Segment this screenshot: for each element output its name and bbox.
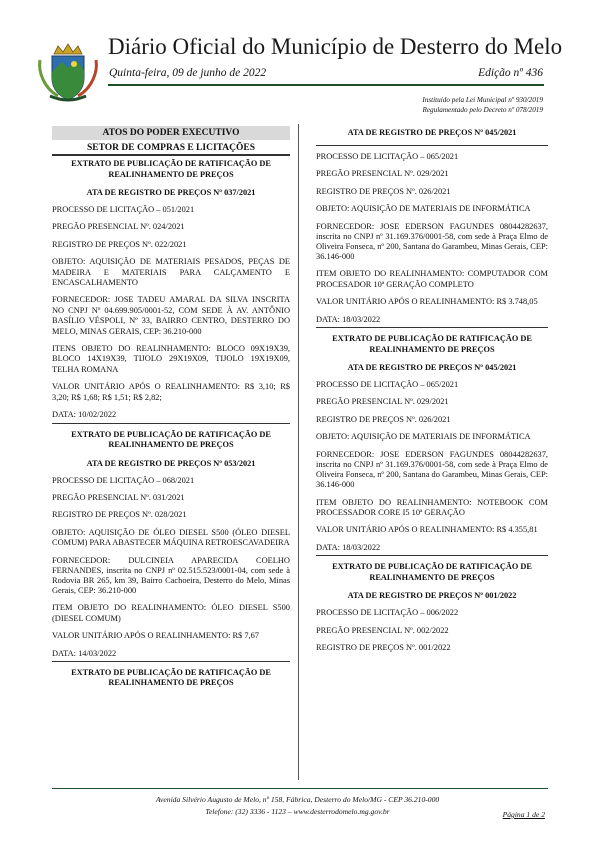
registro: REGISTRO DE PREÇOS Nº. 026/2021 <box>316 186 451 196</box>
left-column <box>52 126 290 697</box>
section-divider <box>52 423 290 424</box>
item: ITEM OBJETO DO REALINHAMENTO: ÓLEO DIESEL S500 (DIESEL COMUM) <box>52 603 290 623</box>
section-divider <box>316 555 548 556</box>
extract-title: EXTRATO DE PUBLICAÇÃO DE RATIFICAÇÃO DE REALINHAMENTO DE PREÇOS <box>332 562 532 582</box>
footer-rule <box>52 788 548 789</box>
section-divider <box>316 145 548 146</box>
extract-title: EXTRATO DE PUBLICAÇÃO DE RATIFICAÇÃO DE REALINHAMENTO DE PREÇOS <box>71 667 271 688</box>
item: ITEM OBJETO DO REALINHAMENTO: COMPUTADOR COM PROCESADOR 10ª GERAÇÃO COMPLETO <box>316 269 548 289</box>
column-divider <box>298 124 299 780</box>
footer-address: Avenida Silvério Augusto de Melo, nº 158, Fábrica, Desterro do Melo/MG - CEP 36.210-000 <box>155 795 440 804</box>
institution-law: Instituído pela Lei Municipal nº 930/2019 <box>422 96 543 104</box>
objeto: OBJETO: AQUISIÇÃO DE MATERIAIS PESADOS, PEÇAS DE MADEIRA E MATERIAIS PARA CALÇAMENTO E ENCASCALHAMENTO <box>52 257 290 288</box>
pregao: PREGÃO PRESENCIAL Nº. 029/2021 <box>316 169 449 179</box>
right-column <box>316 126 548 660</box>
ata-title: ATA DE REGISTRO DE PREÇOS Nº 053/2021 <box>86 458 256 468</box>
section-purchases: SETOR DE COMPRAS E LICITAÇÕES <box>52 143 290 156</box>
objeto: OBJETO: AQUISIÇÃO DE ÓLEO DIESEL S500 (ÓLEO DIESEL COMUM) PARA ABASTECER MÁQUINA RETROESCAVADEIRA <box>52 527 290 548</box>
header-rule <box>108 84 544 86</box>
data: DATA: 18/03/2022 <box>316 314 381 324</box>
pregao: PREGÃO PRESENCIAL Nº. 029/2021 <box>316 397 449 407</box>
objeto: OBJETO: AQUISIÇÃO DE MATERIAIS DE INFORMÁTICA <box>316 204 531 214</box>
extract-title: EXTRATO DE PUBLICAÇÃO DE RATIFICAÇÃO DE REALINHAMENTO DE PREÇOS <box>71 429 271 449</box>
itens: ITENS OBJETO DO REALINHAMENTO: BLOCO 09X19X39, BLOCO 14X19X39, TIJOLO 29X19X09, TIJOLO 19X19X09, TELHA ROMANA <box>52 344 290 374</box>
extract-title: EXTRATO DE PUBLICAÇÃO DE RATIFICAÇÃO DE REALINHAMENTO DE PREÇOS <box>332 334 532 354</box>
section-divider <box>52 661 290 662</box>
data: DATA: 10/02/2022 <box>52 410 117 420</box>
pregao: PREGÃO PRESENCIAL Nº. 031/2021 <box>52 492 185 502</box>
processo: PROCESSO DE LICITAÇÃO – 065/2021 <box>316 380 459 390</box>
section-executive: ATOS DO PODER EXECUTIVO <box>52 126 290 140</box>
data: DATA: 18/03/2022 <box>316 542 381 552</box>
municipal-coat-of-arms-icon <box>36 42 100 104</box>
registro: REGISTRO DE PREÇOS Nº. 028/2021 <box>52 510 187 520</box>
newspaper-title: Diário Oficial do Município de Desterro do Melo <box>108 34 563 59</box>
fornecedor: FORNECEDOR: JOSE EDERSON FAGUNDES 08044282637, inscrita no CNPJ nº 31.169.376/0001-58, com sede à Praça Elmo de Oliveira Fonseca, nº 200, Santana do Garambeu, Minas Gerais, CEP: 36.146-000 <box>316 449 548 490</box>
item: ITEM OBJETO DO REALINHAMENTO: NOTEBOOK COM PROCESSADOR CORE I5 10ª GERAÇÃO <box>316 497 548 517</box>
publication-date: Quinta-feira, 09 de junho de 2022 <box>109 67 267 79</box>
ata-title: ATA DE REGISTRO DE PREÇOS Nº 037/2021 <box>86 188 256 197</box>
pregao: PREGÃO PRESENCIAL Nº. 002/2022 <box>316 625 449 635</box>
extract-title: EXTRATO DE PUBLICAÇÃO DE RATIFICAÇÃO DE REALINHAMENTO DE PREÇOS <box>71 159 271 179</box>
section-divider <box>316 327 548 328</box>
ata-title: ATA DE REGISTRO DE PREÇOS Nº 045/2021 <box>347 128 517 137</box>
valor: VALOR UNITÁRIO APÓS O REALINHAMENTO: R$ 7,67 <box>52 631 259 641</box>
processo: PROCESSO DE LICITAÇÃO – 068/2021 <box>52 475 195 485</box>
fornecedor: FORNECEDOR: JOSE EDERSON FAGUNDES 08044282637, inscrita no CNPJ nº 31.169.376/0001-58, com sede à Praça Elmo de Oliveira Fonseca, nº 200, Santana do Garambeu, Minas Gerais, CEP: 36.146-000 <box>316 221 548 262</box>
processo: PROCESSO DE LICITAÇÃO – 051/2021 <box>52 205 195 214</box>
valor: VALOR UNITÁRIO APÓS O REALINHAMENTO: R$ 4.355,81 <box>316 525 538 535</box>
registro: REGISTRO DE PREÇOS Nº. 026/2021 <box>316 414 451 424</box>
processo: PROCESSO DE LICITAÇÃO – 065/2021 <box>316 152 459 161</box>
registro: REGISTRO DE PREÇOS Nº. 022/2021 <box>52 239 187 249</box>
registro: REGISTRO DE PREÇOS Nº. 001/2022 <box>316 642 451 652</box>
page-number: Página 1 de 2 <box>502 810 545 819</box>
institution-decree: Regulamentado pelo Decreto nº 078/2019 <box>422 106 543 114</box>
objeto: OBJETO: AQUISIÇÃO DE MATERIAIS DE INFORMÁTICA <box>316 432 531 442</box>
valor: VALOR UNITÁRIO APÓS O REALINHAMENTO: R$ 3,10; R$ 3,20; R$ 1,68; R$ 1,51; R$ 2,82; <box>52 382 290 402</box>
ata-title: ATA DE REGISTRO DE PREÇOS Nº 045/2021 <box>347 363 517 373</box>
ata-title: ATA DE REGISTRO DE PREÇOS Nº 001/2022 <box>347 591 517 601</box>
valor: VALOR UNITÁRIO APÓS O REALINHAMENTO: R$ 3.748,05 <box>316 297 538 307</box>
fornecedor: FORNECEDOR: JOSE TADEU AMARAL DA SILVA INSCRITA NO CNPJ Nº 04.699.905/0001-52, COM SEDE À AV. ANTÔNIO BASÍLIO VÉSPOLI, Nº 33, BAIRRO CENTRO, DESTERRO DO MELO, MINAS GERAIS, CEP: 36.210-000 <box>52 295 290 336</box>
data: DATA: 14/03/2022 <box>52 648 117 658</box>
processo: PROCESSO DE LICITAÇÃO – 006/2022 <box>316 608 459 618</box>
footer-contact: Telefone: (32) 3336 - 1123 – www.desterrodomelo.mg.gov.br <box>205 807 390 816</box>
pregao: PREGÃO PRESENCIAL Nº. 024/2021 <box>52 222 185 232</box>
edition-number: Edição nº 436 <box>478 67 543 79</box>
fornecedor: FORNECEDOR: DULCINEIA APARECIDA COELHO FERNANDES, inscrita no CNPJ nº 02.515.523/0001-04, com sede à Rodovia BR 265, km 39, Bairro Cachoeira, Desterro do Melo, Minas Gerais, CEP: 36.210-000 <box>52 555 290 596</box>
